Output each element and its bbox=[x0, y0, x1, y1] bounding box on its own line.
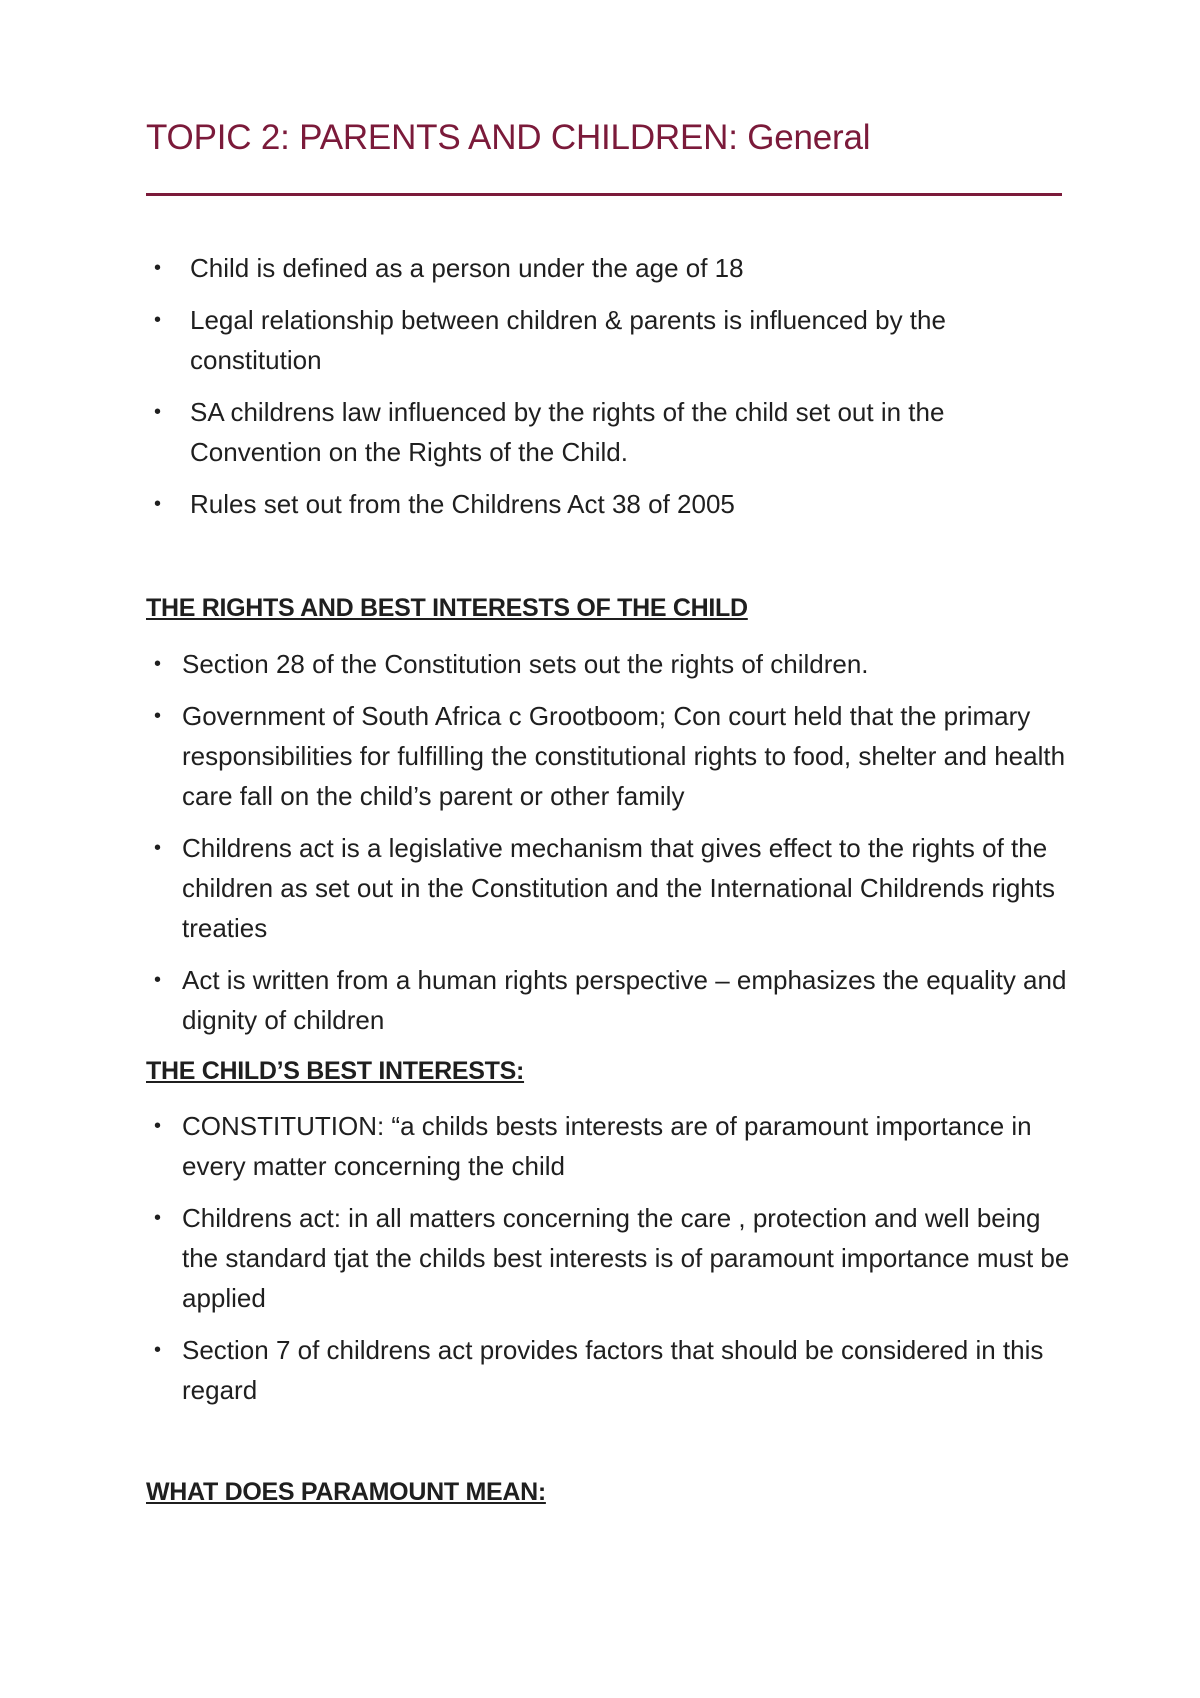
list-item bbox=[146, 300, 1076, 380]
best-interests-bullet-list bbox=[146, 1106, 1076, 1422]
list-item bbox=[146, 1198, 1076, 1318]
list-item-text: Childrens act is a legislative mechanism that gives effect to the rights of the children as set out in the Constitution and the International Childrends rights treaties bbox=[182, 833, 1055, 943]
list-item-text: Government of South Africa c Grootboom; Con court held that the primary responsibilities for fulfilling the constitutional rights to food, shelter and health care fall on the child’s parent or other family bbox=[182, 701, 1066, 811]
bullet-icon: • bbox=[154, 1115, 162, 1137]
bullet-icon: • bbox=[154, 653, 162, 675]
list-item bbox=[146, 1330, 1076, 1410]
list-item bbox=[146, 696, 1076, 816]
list-item-text: SA childrens law influenced by the rights of the child set out in the Convention on the Rights of the Child. bbox=[190, 397, 945, 467]
list-item bbox=[146, 644, 1076, 684]
bullet-icon: • bbox=[154, 257, 162, 279]
bullet-icon: • bbox=[154, 493, 162, 515]
list-item-text: Section 7 of childrens act provides factors that should be considered in this regard bbox=[182, 1335, 1044, 1405]
bullet-icon: • bbox=[154, 705, 162, 727]
rights-bullet-list bbox=[146, 644, 1076, 1052]
list-item-text: Act is written from a human rights perspective – emphasizes the equality and dignity of children bbox=[182, 965, 1067, 1035]
list-item bbox=[146, 1106, 1076, 1186]
list-item-text: Rules set out from the Childrens Act 38 of 2005 bbox=[190, 489, 735, 519]
section-heading-best-interests: THE CHILD’S BEST INTERESTS: bbox=[146, 1057, 525, 1085]
list-item-text: CONSTITUTION: “a childs bests interests are of paramount importance in every matter concerning the child bbox=[182, 1111, 1032, 1181]
list-item-text: Child is defined as a person under the age of 18 bbox=[190, 253, 744, 283]
bullet-icon: • bbox=[154, 401, 162, 423]
section-heading-rights: THE RIGHTS AND BEST INTERESTS OF THE CHILD bbox=[146, 594, 748, 622]
bullet-icon: • bbox=[154, 309, 162, 331]
bullet-icon: • bbox=[154, 969, 162, 991]
intro-bullet-list bbox=[146, 248, 1076, 536]
page-title: TOPIC 2: PARENTS AND CHILDREN: General bbox=[146, 118, 871, 157]
list-item-text: Legal relationship between children & parents is influenced by the constitution bbox=[190, 305, 946, 375]
section-heading-paramount: WHAT DOES PARAMOUNT MEAN: bbox=[146, 1478, 546, 1506]
list-item bbox=[146, 248, 1076, 288]
list-item bbox=[146, 484, 1076, 524]
list-item-text: Childrens act: in all matters concerning the care , protection and well being the standard tjat the childs best interests is of paramount importance must be applied bbox=[182, 1203, 1070, 1313]
list-item-text: Section 28 of the Constitution sets out the rights of children. bbox=[182, 649, 869, 679]
list-item bbox=[146, 392, 1076, 472]
bullet-icon: • bbox=[154, 837, 162, 859]
bullet-icon: • bbox=[154, 1207, 162, 1229]
list-item bbox=[146, 828, 1076, 948]
title-divider bbox=[146, 193, 1062, 196]
bullet-icon: • bbox=[154, 1339, 162, 1361]
list-item bbox=[146, 960, 1076, 1040]
